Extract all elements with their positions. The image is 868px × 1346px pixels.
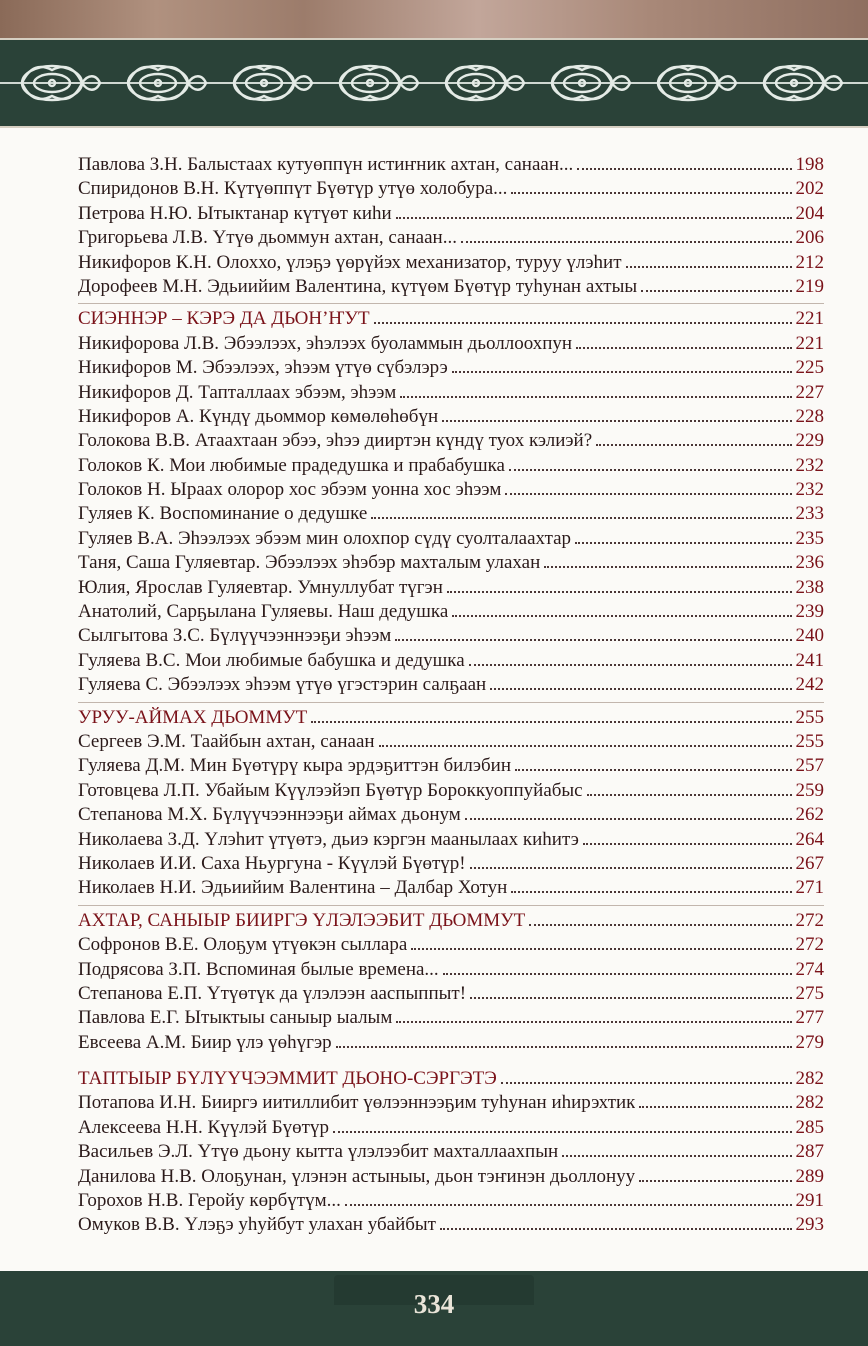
toc-entry-title: Алексеева Н.Н. Күүлэй Бүөтүр xyxy=(78,1116,329,1138)
toc-entry-title: УРУУ-АЙМАХ ДЬОММУТ xyxy=(78,706,308,728)
toc-entry[interactable] xyxy=(78,1141,824,1165)
toc-page-number: 274 xyxy=(795,958,824,980)
toc-page-number: 227 xyxy=(795,381,824,403)
toc-page-number: 241 xyxy=(795,649,824,671)
toc-page-number: 287 xyxy=(795,1141,824,1163)
toc-entry-title: Степанова М.Х. Бүлүүчээннээҕи аймах дьонум xyxy=(78,804,461,826)
dot-leader xyxy=(501,1082,792,1084)
toc-entry-title: Павлова З.Н. Балыстаах кутуөппүн истиҥник ахтан, санаан... xyxy=(78,154,574,175)
toc-entry[interactable] xyxy=(78,178,824,202)
toc-page-number: 291 xyxy=(795,1190,824,1212)
toc-entry[interactable] xyxy=(78,1092,824,1116)
toc-page-number: 202 xyxy=(795,178,824,200)
toc-entry[interactable] xyxy=(78,479,824,503)
dot-leader xyxy=(596,444,791,446)
toc-entry[interactable] xyxy=(78,455,824,479)
toc-entry-title: Николаев Н.И. Эдьиийим Валентина – Далбар Хотун xyxy=(78,877,508,899)
dot-leader xyxy=(587,794,792,796)
toc-entry[interactable] xyxy=(78,552,824,576)
toc-page-number: 212 xyxy=(795,251,824,273)
toc-page-number: 293 xyxy=(795,1214,824,1236)
toc-page-number: 240 xyxy=(795,625,824,647)
toc-page-number: 264 xyxy=(795,828,824,850)
toc-entry-title: Николаева З.Д. Үлэһит үтүөтэ, дьиэ кэргэн маанылаах киһитэ xyxy=(78,828,579,850)
toc-entry-title: Григорьева Л.В. Үтүө дьоммун ахтан, санаан... xyxy=(78,227,457,249)
dot-leader xyxy=(583,843,792,845)
toc-entry-title: Гуляева Д.М. Мин Бүөтүрү кыра эрдэҕиттэн билэбин xyxy=(78,755,511,777)
dot-leader xyxy=(452,371,792,373)
toc-entry-title: ТАПТЫЫР БҮЛҮҮЧЭЭММИТ ДЬОНО-СЭРГЭТЭ xyxy=(78,1068,497,1090)
dot-leader xyxy=(544,566,791,568)
toc-page-number: 238 xyxy=(795,576,824,598)
toc-entry[interactable] xyxy=(78,227,824,251)
toc-entry[interactable] xyxy=(78,203,824,227)
toc-page-number: 233 xyxy=(795,503,824,525)
toc-entry[interactable] xyxy=(78,406,824,430)
toc-entry[interactable] xyxy=(78,674,824,698)
toc-page-number: 219 xyxy=(795,275,824,297)
toc-page-number: 255 xyxy=(795,730,824,752)
toc-page-number: 225 xyxy=(795,357,824,379)
toc-entry-title: Софронов В.Е. Олоҕум үтүөкэн сыллара xyxy=(78,934,408,956)
toc-page-number: 267 xyxy=(795,852,824,874)
section-divider xyxy=(78,303,824,304)
toc-entry[interactable] xyxy=(78,1190,824,1214)
toc-entry-title: Голокова В.В. Атаахтаан эбээ, эһээ дииртэн күндү туох кэлиэй? xyxy=(78,430,593,452)
toc-entry-title: СИЭННЭР – КЭРЭ ДА ДЬОН’ҤУТ xyxy=(78,308,370,330)
toc-page-number: 279 xyxy=(795,1031,824,1053)
toc-section-heading[interactable] xyxy=(78,1068,824,1092)
toc-entry[interactable] xyxy=(78,577,824,601)
toc-page-number: 236 xyxy=(795,552,824,574)
dot-leader xyxy=(443,973,792,975)
toc-entry[interactable] xyxy=(78,877,824,901)
toc-page-number: 204 xyxy=(795,202,824,224)
dot-leader xyxy=(529,924,791,926)
dot-leader xyxy=(461,241,792,243)
dot-leader xyxy=(396,217,792,219)
dot-leader xyxy=(511,891,791,893)
toc-entry-title: Никифоров К.Н. Олоххо, үлэҕэ үөрүйэх механизатор, туруу үлэһит xyxy=(78,251,622,273)
toc-entry[interactable] xyxy=(78,430,824,454)
dot-leader xyxy=(576,347,791,349)
toc-page-number: 206 xyxy=(795,227,824,249)
toc-page-number: 285 xyxy=(795,1116,824,1138)
toc-page-number: 289 xyxy=(795,1165,824,1187)
toc-page-number: 257 xyxy=(795,755,824,777)
toc-page-number: 272 xyxy=(795,934,824,956)
toc-page-number: 229 xyxy=(795,430,824,452)
dot-leader xyxy=(490,688,791,690)
toc-entry[interactable] xyxy=(78,333,824,357)
toc-entry-title: Сылгытова З.С. Бүлүүчээннээҕи эһээм xyxy=(78,625,392,647)
dot-leader xyxy=(470,867,792,869)
toc-page-number: 242 xyxy=(795,674,824,696)
dot-leader xyxy=(336,1046,792,1048)
toc-entry-title: Павлова Е.Г. Ытыктыы саныыр ыалым xyxy=(78,1007,393,1029)
dot-leader xyxy=(333,1131,792,1133)
toc-entry[interactable] xyxy=(78,934,824,958)
toc-entry-title: Данилова Н.В. Олоҕунан, үлэнэн астыныы, дьон тэҥинэн дьоллонуу xyxy=(78,1165,636,1187)
toc-entry-title: Таня, Саша Гуляевтар. Эбээлээх эһэбэр махталым улахан xyxy=(78,552,541,574)
dot-leader xyxy=(379,745,792,747)
toc-entry-title: Никифоров Д. Тапталлаах эбээм, эһээм xyxy=(78,381,397,403)
dot-leader xyxy=(465,818,792,820)
toc-entry[interactable] xyxy=(78,1117,824,1141)
toc-entry[interactable] xyxy=(78,1214,824,1238)
toc-entry-title: Потапова И.Н. Бииргэ иитиллибит үөлээннээҕим туһунан иһирэхтик xyxy=(78,1092,636,1114)
toc-page-number: 277 xyxy=(795,1007,824,1029)
toc-entry-title: Гуляев К. Воспоминание о дедушке xyxy=(78,503,368,525)
toc-entry-title: Гуляева С. Эбээлээх эһээм үтүө үгэстэрин салҕаан xyxy=(78,674,487,696)
toc-section-heading[interactable] xyxy=(78,910,824,934)
dot-leader xyxy=(396,1021,791,1023)
section-divider xyxy=(78,702,824,703)
toc-entry[interactable] xyxy=(78,755,824,779)
toc-entry[interactable] xyxy=(78,959,824,983)
toc-page-number: 239 xyxy=(795,601,824,623)
toc-entry-title: Никифоров А. Күндү дьоммор көмөлөһөбүн xyxy=(78,405,439,427)
toc-entry-title: Подрясова З.П. Вспоминая былые времена... xyxy=(78,958,439,980)
toc-entry-title: Николаев И.И. Саха Ньургуна - Күүлэй Бүөтүр! xyxy=(78,852,466,874)
dot-leader xyxy=(639,1106,791,1108)
toc-entry[interactable] xyxy=(78,804,824,828)
section-gap xyxy=(78,1056,824,1068)
ornament-pattern xyxy=(0,46,868,120)
toc-entry-title: Никифорова Л.В. Эбээлээх, эһэлээх буоламмын дьоллоохпун xyxy=(78,332,573,354)
toc-entry[interactable] xyxy=(78,252,824,276)
toc-entry[interactable] xyxy=(78,1032,824,1056)
header-photo xyxy=(0,0,868,38)
toc-entry-title: Васильев Э.Л. Үтүө дьону кытта үлэлээбит махталлаахпын xyxy=(78,1141,559,1163)
toc-entry[interactable] xyxy=(78,528,824,552)
dot-leader xyxy=(345,1204,792,1206)
toc-entry-title: Спиридонов В.Н. Күтүөппүт Бүөтүр утүө холобура... xyxy=(78,178,508,200)
toc-entry-title: АХТАР, САНЫЫР БИИРГЭ ҮЛЭЛЭЭБИТ ДЬОММУТ xyxy=(78,909,526,931)
dot-leader xyxy=(411,948,791,950)
toc-entry-title: Анатолий, Сарҕылана Гуляевы. Наш дедушка xyxy=(78,601,449,623)
toc-entry-title: Дорофеев М.Н. Эдьиийим Валентина, күтүөм Бүөтүр туһунан ахтыы xyxy=(78,275,638,297)
toc-entry-title: Голоков К. Мои любимые прадедушка и прабабушка xyxy=(78,454,505,476)
toc-entry[interactable] xyxy=(78,357,824,381)
toc-entry-title: Никифоров М. Эбээлээх, эһээм үтүө сүбэлэрэ xyxy=(78,357,448,379)
toc-entry-title: Готовцева Л.П. Убайым Күүлээйэп Бүөтүр Бороккуоппуйабыс xyxy=(78,779,583,801)
toc-page-number: 255 xyxy=(795,706,824,728)
toc-entry-title: Сергеев Э.М. Таайбын ахтан, санаан xyxy=(78,730,375,752)
dot-leader xyxy=(395,639,791,641)
toc-entry[interactable] xyxy=(78,650,824,674)
toc-entry[interactable] xyxy=(78,1166,824,1190)
toc-entry[interactable] xyxy=(78,731,824,755)
ornament-band xyxy=(0,38,868,128)
dot-leader xyxy=(511,192,791,194)
dot-leader xyxy=(470,997,791,999)
dot-leader xyxy=(440,1228,792,1230)
page-body xyxy=(0,128,868,1271)
toc-entry[interactable] xyxy=(78,983,824,1007)
toc-entry[interactable] xyxy=(78,1007,824,1031)
toc-page-number: 282 xyxy=(795,1092,824,1114)
toc-page-number: 271 xyxy=(795,877,824,899)
toc-page-number: 228 xyxy=(795,405,824,427)
dot-leader xyxy=(400,396,791,398)
toc-section-heading[interactable] xyxy=(78,308,824,332)
toc-entry-title: Степанова Е.П. Үтүөтүк да үлэлээн ааспыппыт! xyxy=(78,982,467,1004)
toc-page-number: 221 xyxy=(795,332,824,354)
toc-page-number: 232 xyxy=(795,479,824,501)
toc-entry-title: Голоков Н. Ыраах олорор хос эбээм уонна хос эһээм xyxy=(78,479,502,501)
toc-page-number: 221 xyxy=(795,308,824,330)
toc-entry[interactable] xyxy=(78,154,824,178)
toc-entry[interactable] xyxy=(78,625,824,649)
dot-leader xyxy=(562,1155,791,1157)
dot-leader xyxy=(311,721,791,723)
toc-page-number: 259 xyxy=(795,779,824,801)
toc-entry[interactable] xyxy=(78,382,824,406)
toc-page-number: 272 xyxy=(795,909,824,931)
page-number: 334 xyxy=(413,1289,455,1319)
dot-leader xyxy=(577,168,791,170)
toc-entry-title: Омуков В.В. Үлэҕэ уһуйбут улахан убайбыт xyxy=(78,1214,436,1236)
toc-entry-title: Петрова Н.Ю. Ытыктанар күтүөт киһи xyxy=(78,202,392,224)
dot-leader xyxy=(371,517,791,519)
dot-leader xyxy=(469,664,792,666)
dot-leader xyxy=(447,591,792,593)
toc-page-number: 262 xyxy=(795,804,824,826)
toc-entry[interactable] xyxy=(78,601,824,625)
toc-page-number: 198 xyxy=(795,154,824,175)
dot-leader xyxy=(641,290,791,292)
toc-entry-title: Гуляев В.А. Эһээлээх эбээм мин олохпор сүдү суолталаахтар xyxy=(78,527,572,549)
toc-entry[interactable] xyxy=(78,503,824,527)
dot-leader xyxy=(509,469,792,471)
section-divider xyxy=(78,905,824,906)
dot-leader xyxy=(442,420,791,422)
table-of-contents xyxy=(78,154,824,1239)
toc-entry[interactable] xyxy=(78,780,824,804)
toc-entry[interactable] xyxy=(78,829,824,853)
dot-leader xyxy=(515,769,792,771)
toc-page-number: 275 xyxy=(795,982,824,1004)
dot-leader xyxy=(374,322,792,324)
toc-page-number: 232 xyxy=(795,454,824,476)
footer-band xyxy=(0,1271,868,1346)
dot-leader xyxy=(452,615,791,617)
toc-page-number: 282 xyxy=(795,1068,824,1090)
toc-entry-title: Юлия, Ярослав Гуляевтар. Умнуллубат түгэн xyxy=(78,576,443,598)
toc-entry[interactable] xyxy=(78,276,824,300)
dot-leader xyxy=(505,493,791,495)
dot-leader xyxy=(626,266,792,268)
toc-entry-title: Гуляева В.С. Мои любимые бабушка и дедушка xyxy=(78,649,465,671)
toc-page-number: 235 xyxy=(795,527,824,549)
toc-entry[interactable] xyxy=(78,853,824,877)
toc-entry-title: Горохов Н.В. Геройу көрбүтүм... xyxy=(78,1190,341,1212)
dot-leader xyxy=(575,542,791,544)
toc-section-heading[interactable] xyxy=(78,707,824,731)
toc-entry-title: Евсеева А.М. Биир үлэ үөһүгэр xyxy=(78,1031,332,1053)
dot-leader xyxy=(639,1180,791,1182)
